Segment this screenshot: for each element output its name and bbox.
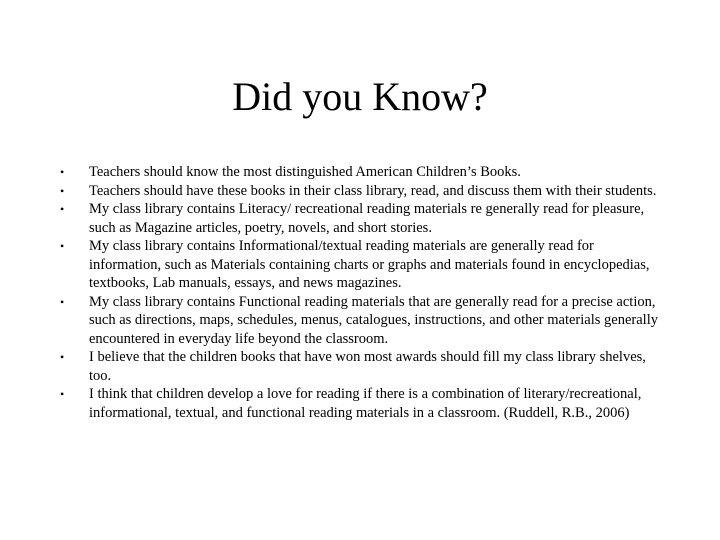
bullet-text: I believe that the children books that have won most awards should fill my class library shelves, too. bbox=[89, 349, 646, 384]
bullet-list bbox=[60, 163, 660, 422]
bullet-text: Teachers should know the most distinguished American Children’s Books. bbox=[89, 164, 521, 180]
list-item bbox=[60, 385, 660, 422]
bullet-text: My class library contains Functional reading materials that are generally read for a precise action, such as directions, maps, schedules, menus, catalogues, instructions, and other materials generally encountered in everyday life beyond the classroom. bbox=[89, 293, 658, 347]
bullet-icon: • bbox=[60, 387, 65, 401]
bullet-icon: • bbox=[60, 239, 65, 253]
list-item bbox=[60, 348, 660, 385]
bullet-text: I think that children develop a love for reading if there is a combination of literary/recreational, informational, textual, and functional reading materials in a classroom. (Ruddell, R.B., 2006) bbox=[89, 386, 642, 421]
bullet-text: My class library contains Informational/textual reading materials are generally read for information, such as Materials containing charts or graphs and materials found in encyclopedias, textbooks, Lab manuals, essays, and news magazines. bbox=[89, 238, 650, 291]
slide-title: Did you Know? bbox=[232, 74, 488, 119]
bullet-text: My class library contains Literacy/ recreational reading materials re generally read for pleasure, such as Magazine articles, poetry, novels, and short stories. bbox=[89, 201, 645, 236]
bullet-icon: • bbox=[60, 183, 65, 198]
list-item bbox=[60, 163, 660, 182]
list-item bbox=[60, 182, 660, 201]
bullet-text: Teachers should have these books in their class library, read, and discuss them with their students. bbox=[89, 182, 657, 199]
list-item bbox=[60, 200, 660, 237]
bullet-icon: • bbox=[60, 202, 65, 216]
bullet-icon: • bbox=[60, 165, 65, 179]
list-item bbox=[60, 293, 660, 349]
list-item bbox=[60, 237, 660, 293]
bullet-icon: • bbox=[60, 350, 65, 364]
bullet-icon: • bbox=[60, 294, 65, 309]
